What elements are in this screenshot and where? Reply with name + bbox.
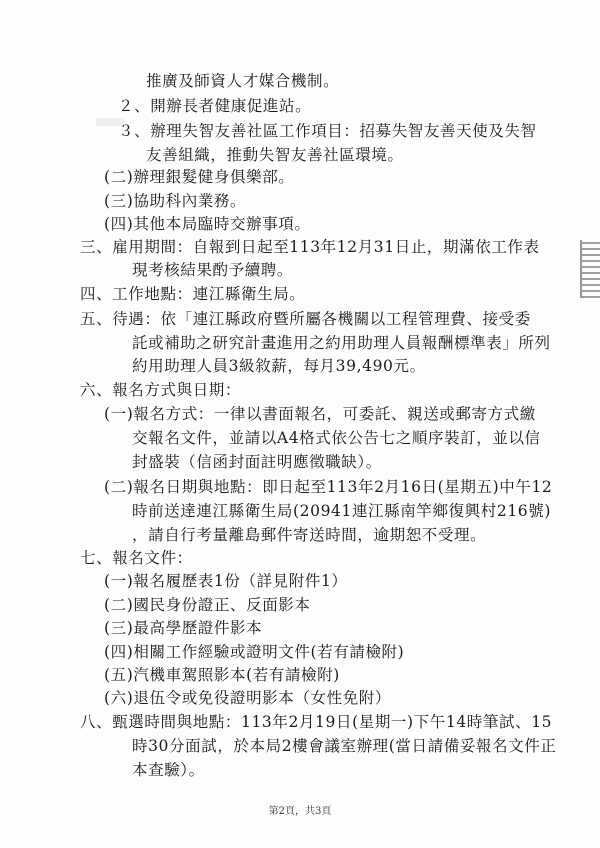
text-line-28: 八、甄選時間與地點：113年2月19日(星期一)下午14時筆試、15	[80, 713, 553, 731]
page-number-footer: 第2頁，共3頁	[268, 806, 332, 817]
edge-stamp-mark	[580, 240, 600, 298]
text-line-14: 六、報名方式與日期：	[80, 381, 242, 399]
text-line-8: 三、雇用期間：自報到日起至113年12月31日止，期滿依工作表	[80, 238, 540, 256]
text-line-21: 七、報名文件：	[80, 549, 193, 567]
text-line-6: (三)協助科內業務。	[104, 192, 247, 210]
text-line-16: 交報名文件，並請以A4格式依公告七之順序裝訂，並以信	[132, 429, 541, 447]
text-line-25: (四)相關工作經驗或證明文件(若有請檢附)	[104, 643, 405, 661]
text-line-3: ３、辦理失智友善社區工作項目：招募失智友善天使及失智	[118, 122, 537, 140]
text-line-5: (二)辦理銀髮健身俱樂部。	[104, 168, 295, 186]
text-line-9: 現考核結果酌予續聘。	[132, 261, 294, 279]
text-line-15: (一)報名方式：一律以書面報名，可委託、親送或郵寄方式繳	[104, 405, 536, 423]
text-line-20: ，請自行考量離島郵件寄送時間，逾期恕不受理。	[132, 526, 487, 544]
text-line-10: 四、工作地點：連江縣衛生局。	[80, 285, 306, 303]
text-line-2: ２、開辦長者健康促進站。	[118, 97, 312, 115]
text-line-13: 約用助理人員3級敘薪，每月39,490元。	[132, 357, 426, 375]
text-line-11: 五、待遇：依「連江縣政府暨所屬各機關以工程管理費、接受委	[80, 310, 531, 328]
text-line-22: (一)報名履歷表1份（詳見附件1）	[104, 572, 348, 590]
text-line-1: 推廣及師資人才媒合機制。	[146, 72, 340, 90]
text-line-26: (五)汽機車駕照影本(若有請檢附)	[104, 666, 340, 684]
text-line-7: (四)其他本局臨時交辦事項。	[104, 215, 311, 233]
text-line-27: (六)退伍令或免役證明影本（女性免附）	[104, 689, 391, 707]
text-line-4: 友善組織，推動失智友善社區環境。	[146, 146, 404, 164]
text-line-24: (三)最高學歷證件影本	[104, 619, 263, 637]
text-line-12: 託或補助之研究計畫進用之約用助理人員報酬標準表」所列	[132, 334, 551, 352]
text-line-30: 本查驗）。	[132, 761, 205, 779]
text-line-18: (二)報名日期與地點：即日起至113年2月16日(星期五)中午12	[104, 478, 553, 496]
text-line-23: (二)國民身份證正、反面影本	[104, 596, 311, 614]
text-line-29: 時30分面試，於本局2樓會議室辦理(當日請備妥報名文件正	[132, 737, 557, 755]
text-line-19: 時前送達連江縣衛生局(20941連江縣南竿鄉復興村216號)	[132, 502, 551, 520]
text-line-17: 封盛裝（信函封面註明應徵職缺）。	[132, 453, 382, 471]
